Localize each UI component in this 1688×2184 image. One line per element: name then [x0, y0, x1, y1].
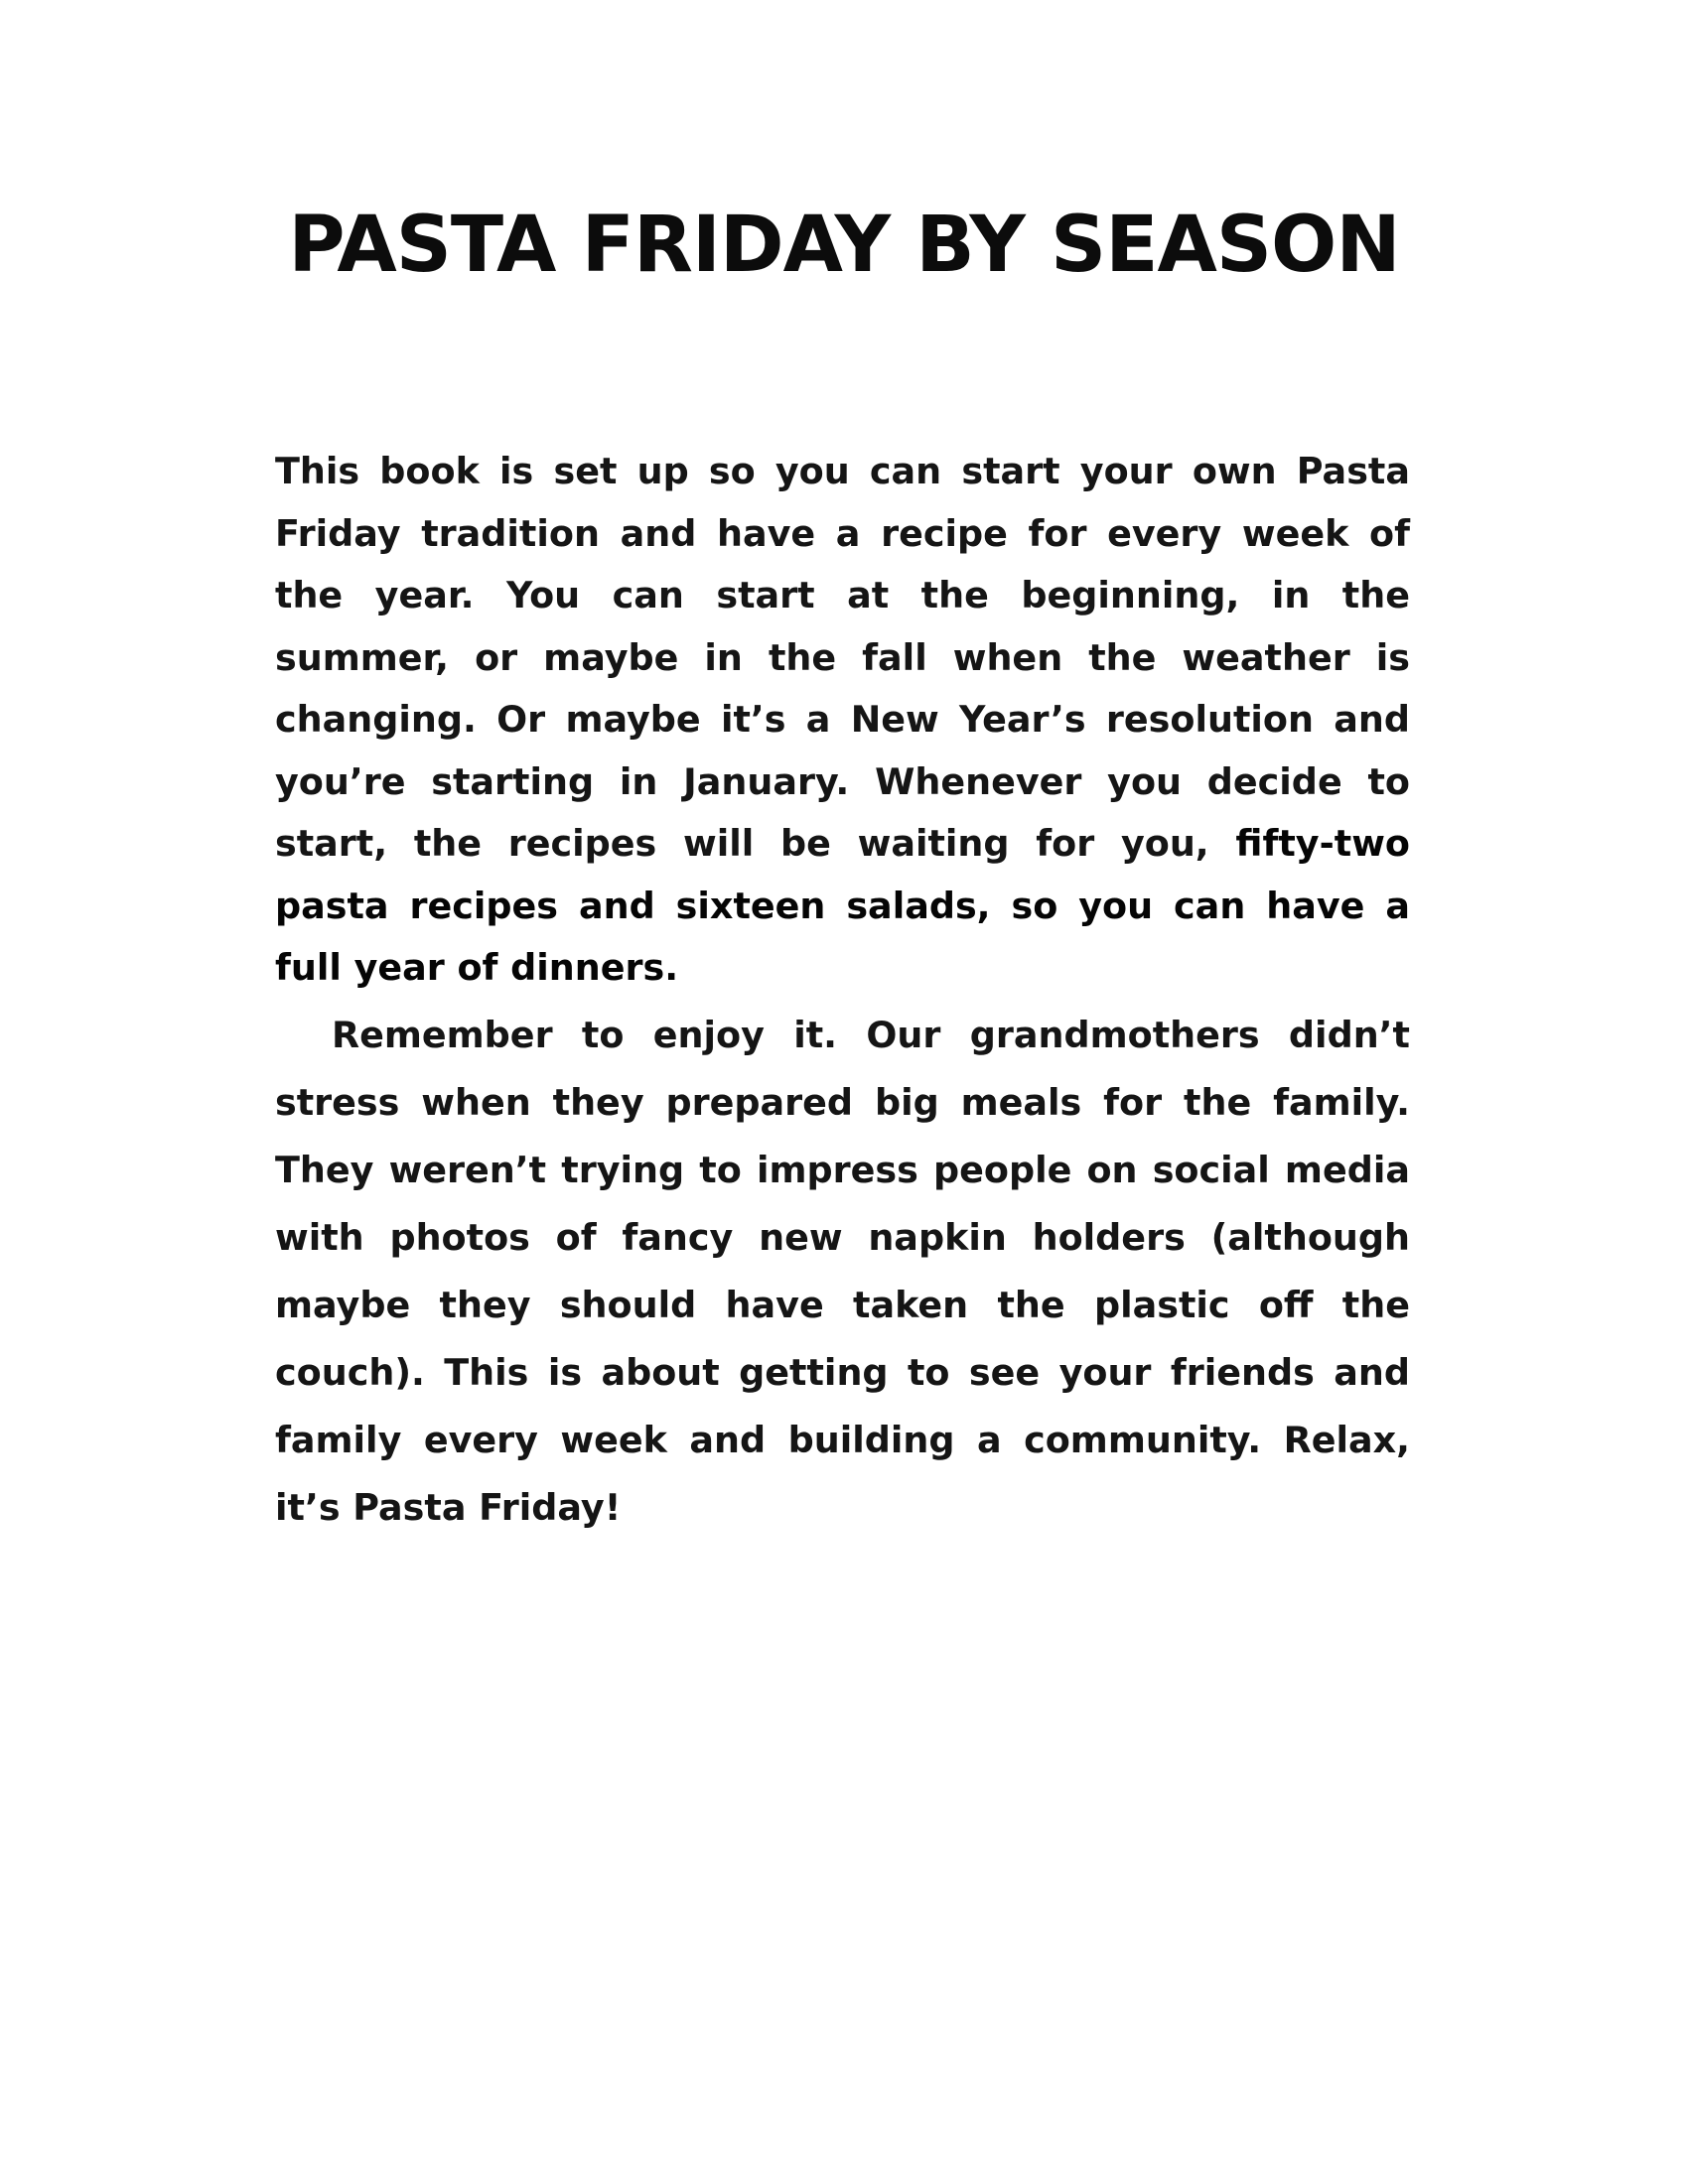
paragraph-intro — [275, 441, 1410, 1000]
page-title: PASTA FRIDAY BY SEASON — [288, 201, 1400, 290]
paragraph-intro-lead: This book is set up so you can start your own Pasta Friday tradition and have a recipe for every week of the year. You can start at the beginning, in the summer, or maybe in the fall when the weather is changing. Or maybe it’s a New Year’s resolution and you’re starting in January. Whenever you decide to start, the recipes will be waiting for you, — [275, 450, 1410, 865]
paragraph-intro-emphasis: fifty-two pasta recipes and sixteen salads, so you can have a full year of dinners. — [275, 822, 1410, 989]
paragraph-enjoy: Remember to enjoy it. Our grandmothers didn’t stress when they prepared big meals for the family. They weren’t trying to impress people on social media with photos of fancy new napkin holders (although maybe they should have taken the plastic off the couch). This is about getting to see your friends and family every week and building a community. Relax, it’s Pasta Friday! — [275, 1013, 1410, 1529]
body-text — [275, 441, 1410, 1542]
